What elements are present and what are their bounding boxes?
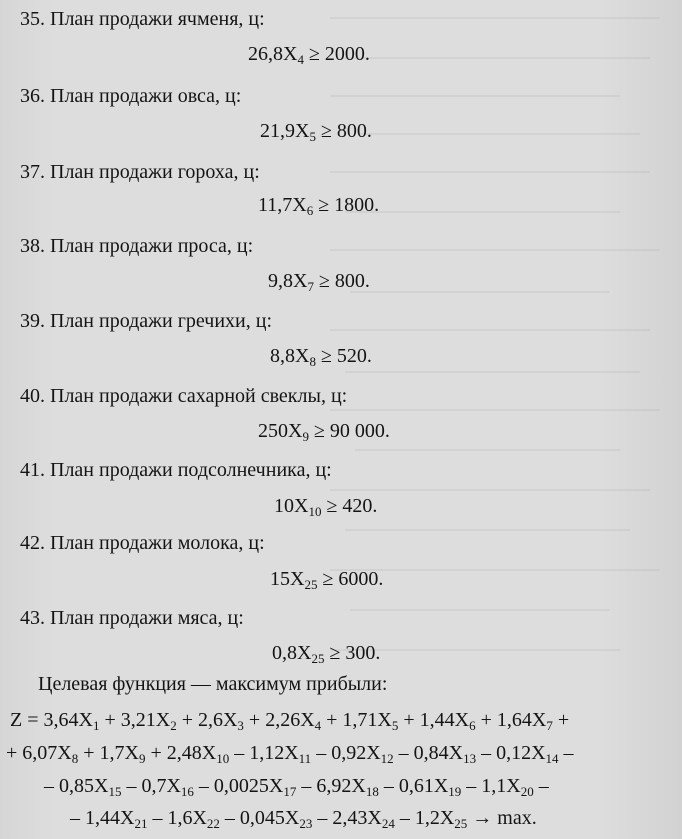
equation-term: + 6,07X bbox=[6, 742, 72, 764]
equation-term: – 0,85X bbox=[44, 775, 109, 797]
plan-item-35-formula: $26,8X_4 \ge 2000$. bbox=[248, 43, 370, 67]
plan-item-36-formula: $21,9X_5 \ge 800$. bbox=[260, 120, 372, 144]
plan-item-37-formula: $11,7X_6 \ge 1800$. bbox=[258, 194, 380, 218]
equation-term: – bbox=[533, 775, 549, 797]
variable-subscript: 20 bbox=[520, 784, 534, 799]
equation-term: – 1,2X bbox=[394, 807, 455, 829]
equation-term: – 2,43X bbox=[312, 807, 382, 829]
equation-term: + 2,26X bbox=[243, 709, 315, 731]
equation-term: – 0,92X bbox=[311, 742, 381, 764]
equation-term: – 6,92X bbox=[296, 775, 366, 797]
variable-subscript: 4 bbox=[314, 718, 322, 733]
variable-subscript: 7 bbox=[546, 718, 553, 733]
plan-item-35-label: 35. План продажи ячменя, ц: bbox=[20, 8, 265, 30]
equation-term: – 1,12X bbox=[229, 742, 299, 764]
plan-item-39-formula: $8,8X_8 \ge 520$. bbox=[270, 345, 372, 369]
equation-term: Z = 3,64X bbox=[10, 709, 93, 731]
equation-term: – 1,44X bbox=[70, 807, 135, 829]
equation-term: + 2,6X bbox=[176, 709, 238, 731]
plan-item-40-formula: $250X_9 \ge 90$ 000. bbox=[258, 420, 390, 444]
variable-subscript: 9 bbox=[138, 751, 146, 766]
plan-item-41-label: 41. План продажи подсолнечника, ц: bbox=[20, 459, 332, 481]
variable-subscript: 17 bbox=[283, 784, 297, 799]
plan-item-39-label: 39. План продажи гречихи, ц: bbox=[20, 310, 273, 332]
plan-item-40-label: 40. План продажи сахарной свеклы, ц: bbox=[20, 385, 348, 407]
objective-line-4 bbox=[70, 806, 537, 830]
equation-term: – 0,12X bbox=[476, 742, 546, 764]
variable-subscript: 16 bbox=[180, 784, 194, 799]
variable-subscript: 2 bbox=[170, 718, 177, 733]
variable-subscript: 10 bbox=[216, 751, 230, 766]
equation-term: + 1,71X bbox=[321, 709, 392, 731]
plan-item-38-formula: $9,8X_7 \ge 800$. bbox=[268, 270, 370, 294]
equation-term: – 1,6X bbox=[147, 807, 207, 829]
plan-item-36-label: 36. План продажи овса, ц: bbox=[20, 85, 242, 107]
equation-term: + 1,7X bbox=[78, 742, 139, 764]
variable-subscript: 24 bbox=[381, 816, 395, 831]
equation-term: – 1,1X bbox=[461, 775, 521, 797]
equation-term: – 0,045X bbox=[219, 807, 300, 829]
variable-subscript: 11 bbox=[298, 751, 312, 766]
objective-heading: Целевая функция — максимум прибыли: bbox=[38, 673, 388, 695]
variable-subscript: 8 bbox=[71, 751, 79, 766]
objective-line-3 bbox=[44, 774, 549, 798]
variable-subscript: 14 bbox=[545, 751, 559, 766]
equation-term: – 0,0025X bbox=[193, 775, 284, 797]
variable-subscript: 23 bbox=[299, 816, 313, 831]
plan-item-41-formula: $10X_{10} \ge 420$. bbox=[274, 495, 378, 519]
variable-subscript: 6 bbox=[469, 718, 476, 733]
plan-item-42-label: 42. План продажи молока, ц: bbox=[20, 532, 265, 554]
equation-term: → max. bbox=[467, 807, 537, 829]
variable-subscript: 12 bbox=[380, 751, 394, 766]
variable-subscript: 22 bbox=[206, 816, 220, 831]
variable-subscript: 13 bbox=[463, 751, 477, 766]
equation-term: + bbox=[552, 709, 570, 731]
plan-item-43-label: 43. План продажи мяса, ц: bbox=[20, 607, 244, 629]
equation-term: – bbox=[558, 742, 574, 764]
variable-subscript: 18 bbox=[365, 784, 379, 799]
plan-item-37-label: 37. План продажи гороха, ц: bbox=[20, 161, 260, 183]
equation-term: + 1,44X bbox=[398, 709, 470, 731]
equation-term: + 3,21X bbox=[99, 709, 171, 731]
objective-line-2 bbox=[6, 741, 574, 765]
variable-subscript: 25 bbox=[454, 816, 468, 831]
plan-item-38-label: 38. План продажи проса, ц: bbox=[20, 235, 254, 257]
variable-subscript: 3 bbox=[237, 718, 244, 733]
plan-item-42-formula: $15X_{25} \ge 6000$. bbox=[270, 568, 384, 592]
variable-subscript: 1 bbox=[92, 718, 100, 733]
variable-subscript: 15 bbox=[108, 784, 122, 799]
variable-subscript: 21 bbox=[134, 816, 148, 831]
equation-term: – 0,61X bbox=[378, 775, 449, 797]
equation-term: – 0,84X bbox=[393, 742, 464, 764]
variable-subscript: 19 bbox=[448, 784, 462, 799]
variable-subscript: 5 bbox=[391, 718, 399, 733]
equation-term: + 1,64X bbox=[475, 709, 547, 731]
plan-item-43-formula: $0,8X_{25} \ge 300$. bbox=[272, 642, 381, 666]
equation-term: – 0,7X bbox=[121, 775, 181, 797]
equation-term: + 2,48X bbox=[145, 742, 217, 764]
objective-line-1 bbox=[10, 708, 569, 732]
